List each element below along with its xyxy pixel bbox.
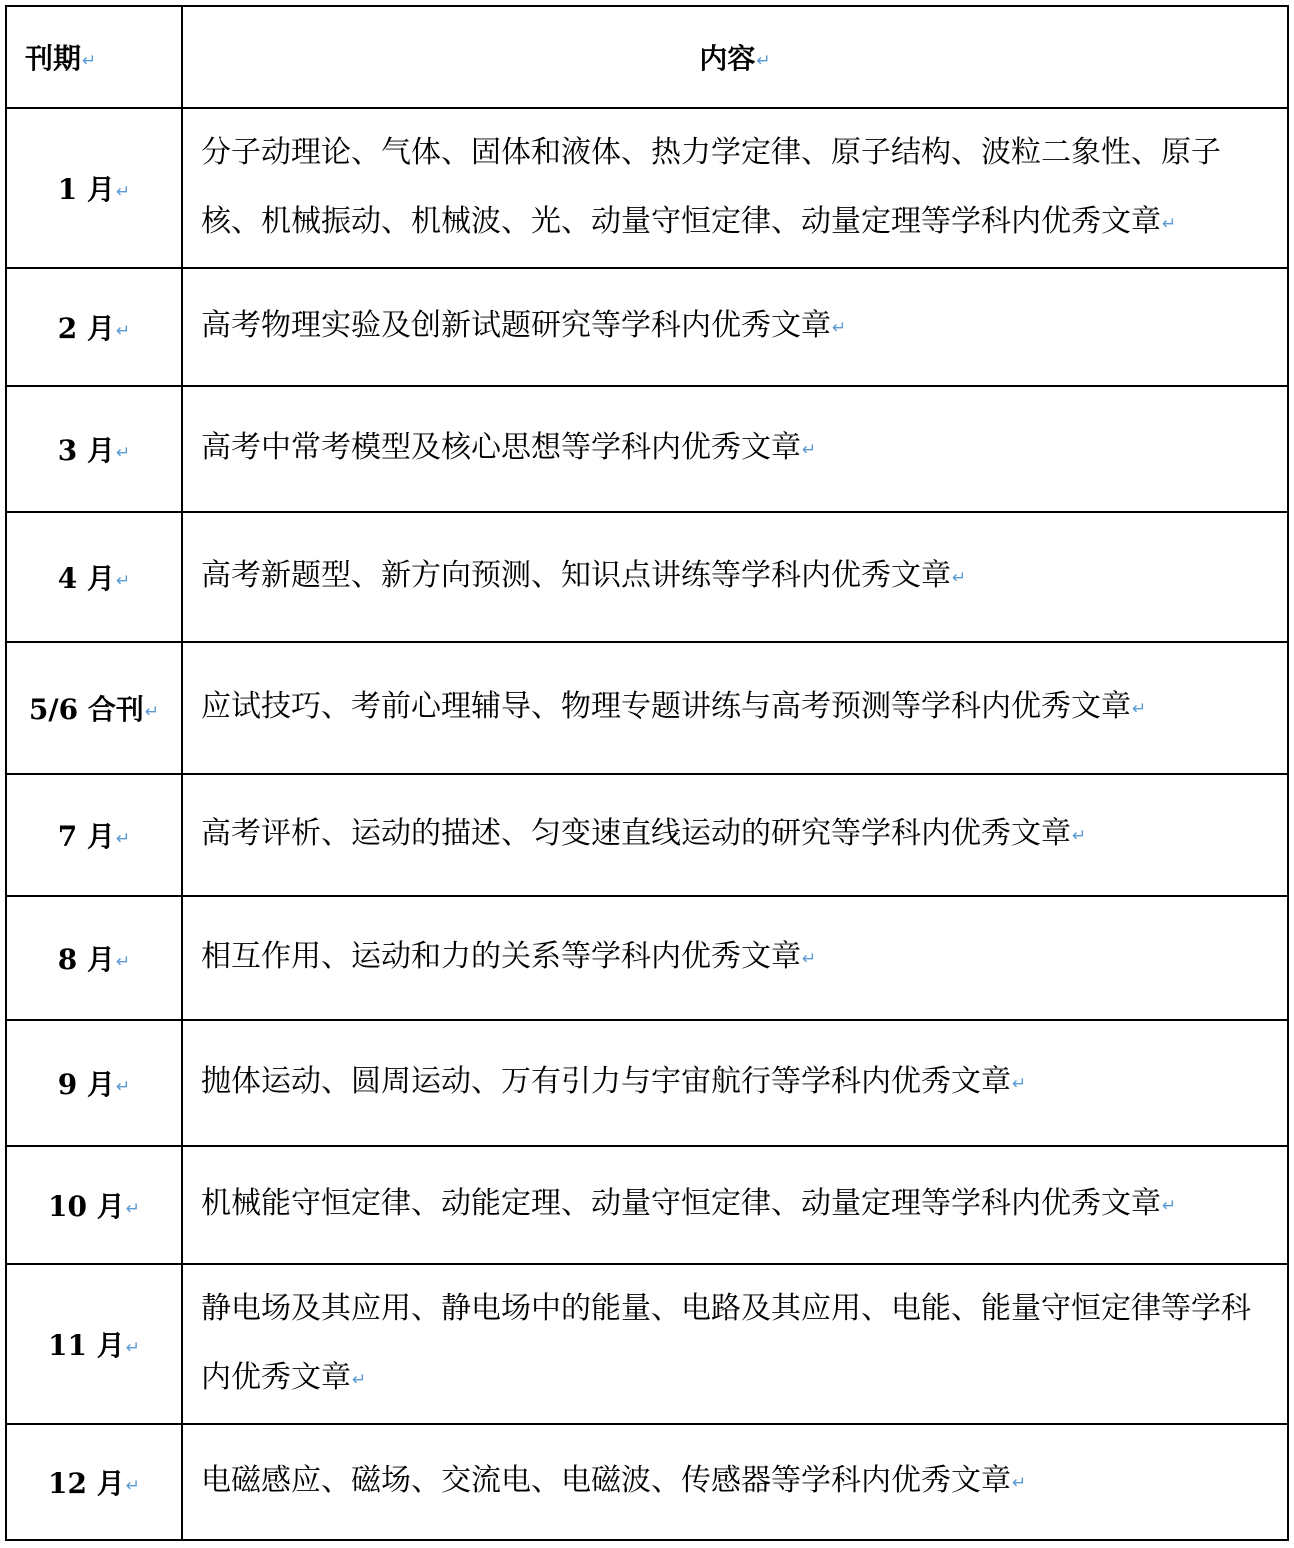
content-text: 机械能守恒定律、动能定理、动量守恒定律、动量定理等学科内优秀文章 xyxy=(201,1186,1161,1221)
return-mark-icon: ↵ xyxy=(115,571,131,591)
content-text: 高考中常考模型及核心思想等学科内优秀文章 xyxy=(201,430,801,465)
content-text: 分子动理论、气体、固体和液体、热力学定律、原子结构、波粒二象性、原子核、机械振动、机械波、光、动量守恒定律、动量定理等学科内优秀文章 xyxy=(201,134,1221,239)
content-text: 高考新题型、新方向预测、知识点讲练等学科内优秀文章 xyxy=(201,558,951,593)
return-mark-icon: ↵ xyxy=(125,1338,140,1358)
content-text: 抛体运动、圆周运动、万有引力与宇宙航行等学科内优秀文章 xyxy=(201,1064,1011,1099)
return-mark-icon: ↵ xyxy=(1012,1074,1027,1094)
issue-label: 5/6 合刊 xyxy=(28,693,144,726)
table-row xyxy=(6,268,1288,386)
issue-label: 2 月 xyxy=(57,312,115,345)
issue-label: 10 月 xyxy=(48,1190,125,1223)
table-row xyxy=(6,512,1288,642)
issue-label: 3 月 xyxy=(57,434,115,467)
return-mark-icon: ↵ xyxy=(115,1077,131,1097)
return-mark-icon: ↵ xyxy=(82,51,97,71)
return-mark-icon: ↵ xyxy=(802,949,817,969)
content-cell xyxy=(182,1020,1288,1146)
content-cell xyxy=(182,1424,1288,1540)
return-mark-icon: ↵ xyxy=(115,182,131,202)
content-cell xyxy=(182,1146,1288,1264)
return-mark-icon: ↵ xyxy=(115,952,131,972)
return-mark-icon: ↵ xyxy=(125,1199,140,1219)
return-mark-icon: ↵ xyxy=(952,568,967,588)
issue-label: 8 月 xyxy=(57,943,115,976)
content-text: 静电场及其应用、静电场中的能量、电路及其应用、电能、能量守恒定律等学科内优秀文章 xyxy=(201,1290,1251,1395)
issue-cell xyxy=(6,896,182,1020)
issue-cell xyxy=(6,1020,182,1146)
content-cell xyxy=(182,774,1288,896)
return-mark-icon: ↵ xyxy=(1162,1196,1177,1216)
content-cell xyxy=(182,1264,1288,1424)
issue-cell xyxy=(6,268,182,386)
issue-cell xyxy=(6,386,182,512)
return-mark-icon: ↵ xyxy=(756,51,771,71)
table-row xyxy=(6,1424,1288,1540)
table-row xyxy=(6,1264,1288,1424)
content-text: 电磁感应、磁场、交流电、电磁波、传感器等学科内优秀文章 xyxy=(201,1463,1011,1498)
issue-cell xyxy=(6,1264,182,1424)
table-row xyxy=(6,386,1288,512)
issue-cell xyxy=(6,512,182,642)
return-mark-icon: ↵ xyxy=(352,1369,367,1390)
issue-cell xyxy=(6,1424,182,1540)
content-cell xyxy=(182,386,1288,512)
return-mark-icon: ↵ xyxy=(1162,213,1177,234)
return-mark-icon: ↵ xyxy=(1072,826,1087,846)
issue-schedule-table xyxy=(5,5,1289,1541)
header-issue-cell xyxy=(6,6,182,108)
return-mark-icon: ↵ xyxy=(1132,699,1147,719)
issue-label: 9 月 xyxy=(57,1068,115,1101)
issue-cell xyxy=(6,774,182,896)
return-mark-icon: ↵ xyxy=(144,702,160,722)
return-mark-icon: ↵ xyxy=(115,443,131,463)
table-row xyxy=(6,108,1288,268)
header-row xyxy=(6,6,1288,108)
table-row xyxy=(6,1146,1288,1264)
header-content-label: 内容 xyxy=(699,42,756,75)
content-text: 高考评析、运动的描述、匀变速直线运动的研究等学科内优秀文章 xyxy=(201,816,1071,851)
header-content-cell xyxy=(182,6,1288,108)
content-cell xyxy=(182,108,1288,268)
content-cell xyxy=(182,896,1288,1020)
content-cell xyxy=(182,512,1288,642)
content-text: 相互作用、运动和力的关系等学科内优秀文章 xyxy=(201,939,801,974)
issue-cell xyxy=(6,108,182,268)
content-text: 应试技巧、考前心理辅导、物理专题讲练与高考预测等学科内优秀文章 xyxy=(201,689,1131,724)
issue-label: 1 月 xyxy=(57,173,115,206)
header-issue-label: 刊期 xyxy=(25,42,82,75)
return-mark-icon: ↵ xyxy=(115,829,131,849)
table-row xyxy=(6,896,1288,1020)
issue-cell xyxy=(6,642,182,774)
return-mark-icon: ↵ xyxy=(802,440,817,460)
return-mark-icon: ↵ xyxy=(115,321,131,341)
table-row xyxy=(6,1020,1288,1146)
table-row xyxy=(6,642,1288,774)
content-cell xyxy=(182,642,1288,774)
content-cell xyxy=(182,268,1288,386)
issue-label: 4 月 xyxy=(57,562,115,595)
issue-label: 7 月 xyxy=(57,820,115,853)
return-mark-icon: ↵ xyxy=(832,318,847,338)
return-mark-icon: ↵ xyxy=(125,1476,140,1496)
return-mark-icon: ↵ xyxy=(1012,1473,1027,1493)
content-text: 高考物理实验及创新试题研究等学科内优秀文章 xyxy=(201,308,831,343)
table-row xyxy=(6,774,1288,896)
issue-label: 11 月 xyxy=(48,1329,125,1362)
issue-label: 12 月 xyxy=(48,1467,125,1500)
issue-cell xyxy=(6,1146,182,1264)
